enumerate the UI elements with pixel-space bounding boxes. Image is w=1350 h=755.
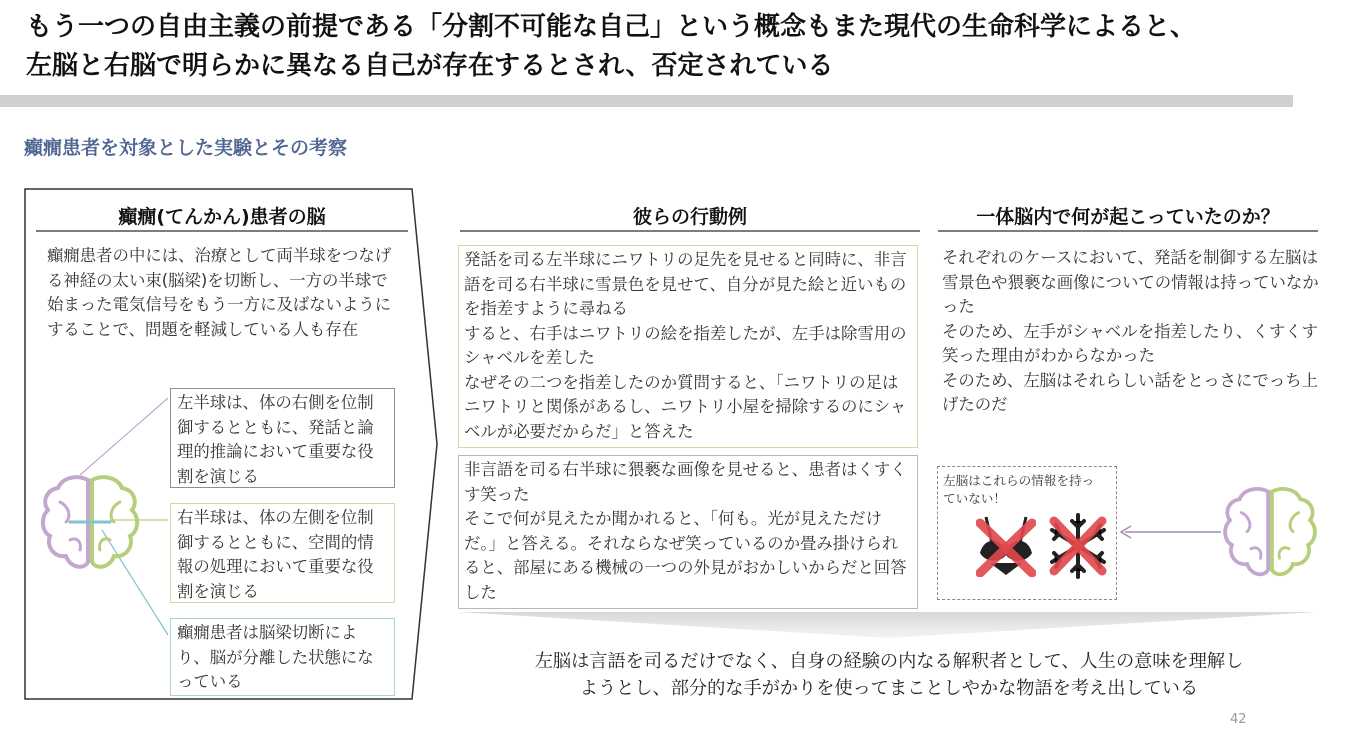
left-panel-heading: 癲癇(てんかん)患者の脳 [118,206,326,228]
left-hemisphere-box: 左半球は、体の右側を位制御するとともに、発話と論理的推論において重要な役割を演じる [170,388,395,488]
behavior-example-1-step-2: すると、右手はニワトリの絵を指差したが、左手は除雪用のシャベルを差した [464,323,907,367]
missing-info-box [937,466,1117,600]
behavior-example-box-2 [458,455,918,609]
behavior-example-box-1 [458,245,918,448]
right-panel-heading: 一体脳内で何が起こっていたのか？ [976,206,1280,228]
split-brain-box: 癲癇患者は脳梁切断により、脳が分離した状態になっている [170,618,395,696]
title-divider [0,95,1293,107]
slide-subtitle: 癲癇患者を対象とした実験とその考察 [24,137,348,159]
explanation-paragraph-2: そのため、左手がシャベルを指差したり、くすくす笑った理由がわからなかった [942,321,1318,365]
left-heading-underline [36,230,408,232]
conclusion-wedge-shape [458,612,1318,640]
brain-icon [1220,484,1320,584]
middle-heading-underline [460,230,920,232]
brain-icon [40,472,140,577]
snowflake-icon [1046,511,1110,581]
right-heading-underline [938,230,1318,232]
behavior-example-2-step-1: 非言語を司る右半球に猥褻な画像を見せると、患者はくすくす笑った [464,460,907,504]
slide-title: もう一つの自由主義の前提である「分割不可能な自己」という概念もまた現代の生命科学によると、 左脳と右脳で明らかに異なる自己が存在するとされ、否定されている [26,12,1197,81]
explanation-paragraph-1: それぞれのケースにおいて、発話を制御する左脳は雪景色や猥褻な画像についての情報は持っていなかった [942,248,1319,316]
conclusion-text: 左脳は言語を司るだけでなく、自身の経験の内なる解釈者として、人生の意味を理解し ようとし、部分的な手がかりを使ってまことしやかな物語を考え出している [534,651,1244,699]
right-panel-explanation [942,246,1322,418]
missing-info-note: 左脳はこれらの情報を持っていない！ [943,473,1095,506]
lingerie-icon [976,513,1036,577]
page-number: 42 [1230,712,1247,727]
behavior-example-2-step-2: そこで何が見えたか聞かれると、「何も。光が見えただけだ。」と答える。それならなぜ笑っているのか畳み掛けられると、部屋にある機械の一つの外見がおかしいからだと回答した [464,509,907,602]
middle-panel-heading: 彼らの行動例 [632,206,747,228]
left-panel-intro: 癲癇患者の中には、治療として両半球をつなげる神経の太い束(脳梁)を切断し、一方の半球で始まった電気信号をもう一方に及ばないようにすることで、問題を軽減している人も存在 [47,246,392,339]
arrow-left-icon [1117,522,1223,542]
right-hemisphere-box: 右半球は、体の左側を位制御するとともに、空間的情報の処理において重要な役割を演じる [170,503,395,603]
explanation-paragraph-3: そのため、左脳はそれらしい話をとっさにでっち上げたのだ [942,370,1318,414]
behavior-example-1-step-1: 発話を司る左半球にニワトリの足先を見せると同時に、非言語を司る右半球に雪景色を見せて、自分が見た絵と近いものを指差すように尋ねる [464,250,907,318]
behavior-example-1-step-3: なぜその二つを指差したのか質問すると、「ニワトリの足はニワトリと関係があるし、ニワトリ小屋を掃除するのにシャベルが必要だからだ」と答えた [464,372,907,441]
